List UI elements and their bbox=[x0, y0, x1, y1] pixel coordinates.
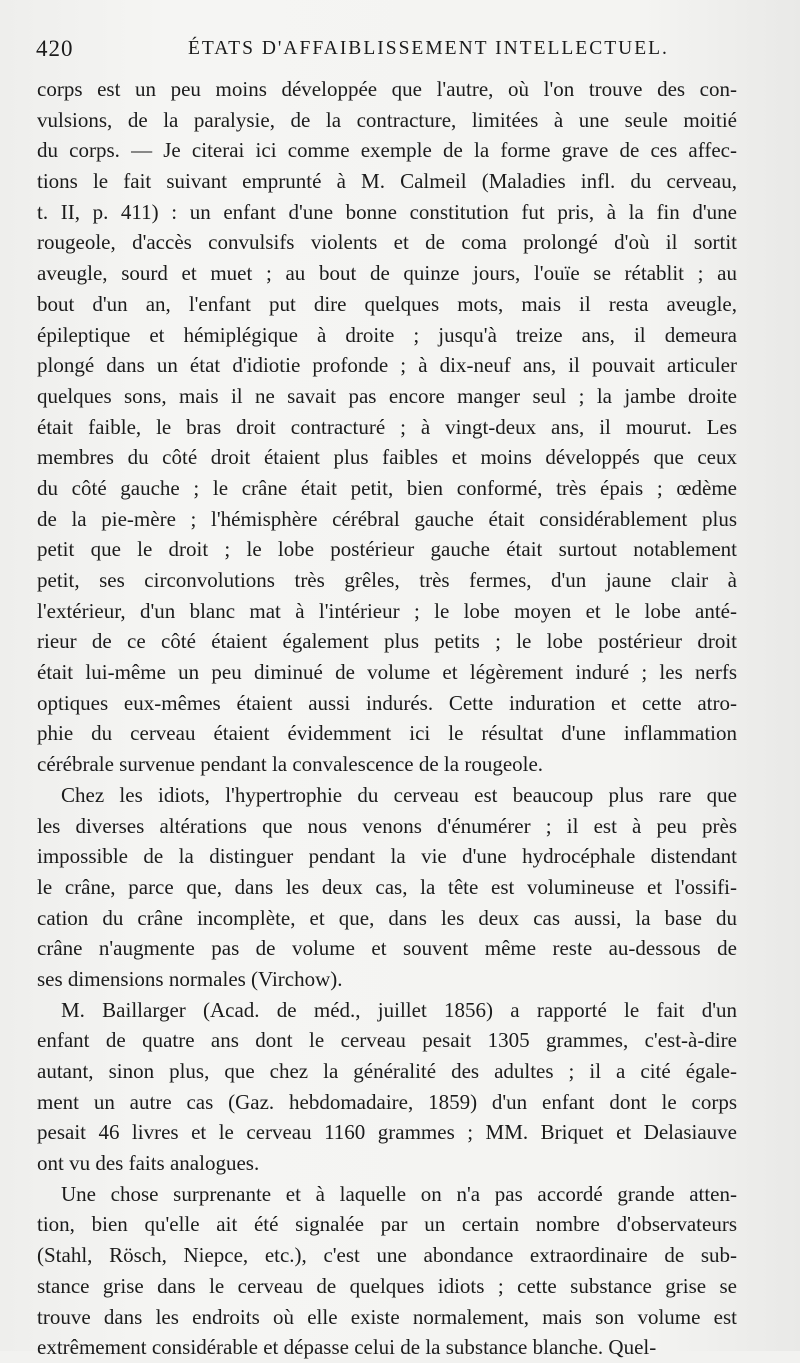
text-line: autant, sinon plus, que chez la généralité des adultes ; il a cité égale- bbox=[37, 1059, 737, 1083]
text-line: M. Baillarger (Acad. de méd., juillet 1856) a rapporté le fait d'un bbox=[61, 997, 737, 1022]
text-line: crâne n'augmente pas de volume et souvent même reste au-dessous de bbox=[37, 936, 737, 961]
text-line: vulsions, de la paralysie, de la contracture, limitées à une seule moitié bbox=[37, 107, 737, 132]
text-line: extrêmement considérable et dépasse celui de la substance blanche. Quel- bbox=[37, 1335, 657, 1360]
paragraph bbox=[37, 1179, 737, 1363]
text-line: aveugle, sourd et muet ; au bout de quinze jours, l'ouïe se rétablit ; au bbox=[37, 261, 737, 286]
text-line: impossible de la distinguer pendant la vie d'une hydrocéphale distendant bbox=[37, 844, 737, 869]
text-line: l'extérieur, d'un blanc mat à l'intérieur ; le lobe moyen et le lobe anté- bbox=[37, 598, 737, 623]
page-number: 420 bbox=[36, 36, 74, 61]
text-line: les diverses altérations que nous venons d'énumérer ; il est à peu près bbox=[37, 813, 737, 838]
text-line: Chez les idiots, l'hypertrophie du cerveau est beaucoup plus rare que bbox=[61, 782, 737, 807]
text-line: petit, ses circonvolutions très grêles, très fermes, d'un jaune clair à bbox=[37, 568, 737, 592]
paragraph bbox=[37, 780, 737, 995]
text-line: pesait 46 livres et le cerveau 1160 grammes ; MM. Briquet et Delasiauve bbox=[37, 1120, 737, 1145]
text-line: du corps. — Je citerai ici comme exemple de la forme grave de ces affec- bbox=[37, 138, 737, 163]
text-line: enfant de quatre ans dont le cerveau pesait 1305 grammes, c'est-à-dire bbox=[37, 1028, 737, 1053]
text-line: de la pie-mère ; l'hémisphère cérébral gauche était considérablement plus bbox=[37, 506, 737, 531]
body-text bbox=[37, 74, 737, 1363]
text-line: cation du crâne incomplète, et que, dans les deux cas aussi, la base du bbox=[37, 905, 737, 930]
text-line: t. II, p. 411) : un enfant d'une bonne constitution fut pris, à la fin d'une bbox=[37, 199, 737, 224]
paragraph bbox=[37, 995, 737, 1179]
text-line: était lui-même un peu diminué de volume et légèrement induré ; les nerfs bbox=[37, 660, 737, 685]
text-line: Une chose surprenante et à laquelle on n'a pas accordé grande atten- bbox=[61, 1181, 737, 1206]
text-line: plongé dans un état d'idiotie profonde ; à dix-neuf ans, il pouvait articuler bbox=[37, 353, 737, 378]
text-line: corps est un peu moins développée que l'autre, où l'on trouve des con- bbox=[37, 77, 737, 101]
text-line: phie du cerveau étaient évidemment ici le résultat d'une inflammation bbox=[37, 721, 737, 746]
text-line: cérébrale survenue pendant la convalescence de la rougeole. bbox=[37, 752, 544, 777]
text-line: du côté gauche ; le crâne était petit, bien conformé, très épais ; œdème bbox=[37, 475, 737, 500]
text-line: (Stahl, Rösch, Niepce, etc.), c'est une abondance extraordinaire de sub- bbox=[37, 1243, 737, 1268]
text-line: quelques sons, mais il ne savait pas encore manger seul ; la jambe droite bbox=[37, 383, 737, 408]
running-title: ÉTATS D'AFFAIBLISSEMENT INTELLECTUEL. bbox=[188, 38, 669, 59]
paragraph bbox=[37, 74, 737, 780]
text-line: membres du côté droit étaient plus faibles et moins développés que ceux bbox=[37, 445, 737, 470]
text-line: stance grise dans le cerveau de quelques idiots ; cette substance grise se bbox=[37, 1273, 737, 1298]
text-line: était faible, le bras droit contracturé ; à vingt-deux ans, il mourut. Les bbox=[37, 414, 737, 439]
text-line: ont vu des faits analogues. bbox=[37, 1151, 260, 1176]
text-line: rougeole, d'accès convulsifs violents et de coma prolongé d'où il sortit bbox=[37, 230, 737, 255]
text-line: tion, bien qu'elle ait été signalée par un certain nombre d'observateurs bbox=[37, 1212, 737, 1237]
text-line: tions le fait suivant emprunté à M. Calmeil (Maladies infl. du cerveau, bbox=[37, 169, 737, 194]
text-line: bout d'un an, l'enfant put dire quelques mots, mais il resta aveugle, bbox=[37, 291, 737, 316]
text-line: ment un autre cas (Gaz. hebdomadaire, 1859) d'un enfant dont le corps bbox=[37, 1089, 737, 1114]
text-line: optiques eux-mêmes étaient aussi indurés. Cette induration et cette atro- bbox=[37, 690, 737, 715]
text-line: épileptique et hémiplégique à droite ; jusqu'à treize ans, il demeura bbox=[37, 322, 737, 347]
text-line: trouve dans les endroits où elle existe normalement, mais son volume est bbox=[37, 1304, 737, 1329]
text-line: le crâne, parce que, dans les deux cas, la tête est volumineuse et l'ossifi- bbox=[37, 874, 737, 899]
text-line: petit que le droit ; le lobe postérieur gauche était surtout notablement bbox=[37, 537, 737, 562]
text-line: ses dimensions normales (Virchow). bbox=[37, 966, 343, 991]
text-line: rieur de ce côté étaient également plus petits ; le lobe postérieur droit bbox=[37, 629, 737, 654]
